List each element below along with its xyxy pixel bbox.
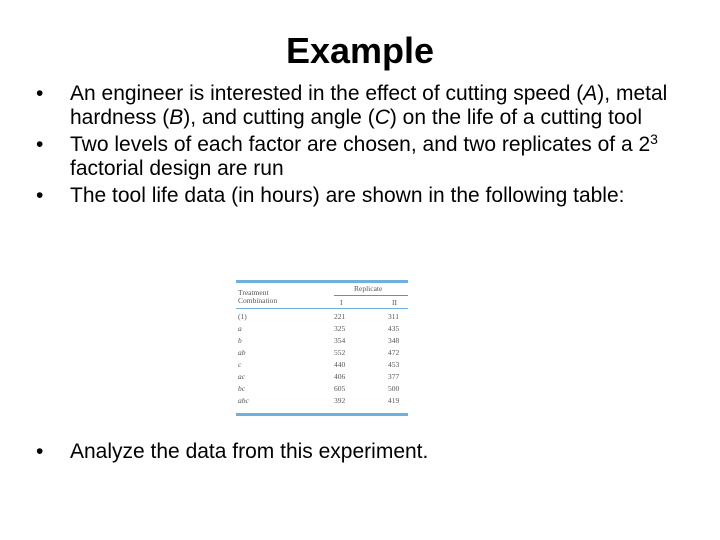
table-header-rule	[236, 308, 408, 309]
tool-life-table	[236, 280, 408, 416]
header-rep-1: I	[340, 298, 343, 307]
table-row	[236, 359, 408, 371]
bullet-item-2	[30, 133, 690, 181]
table-cell-rep2: 311	[388, 312, 399, 321]
table-cell-combo: abc	[238, 396, 249, 405]
bullet-text-part: Two levels of each factor are chosen, and two replicates of a 2	[70, 133, 651, 156]
table-cell-combo: a	[238, 324, 242, 333]
table-cell-rep1: 440	[334, 360, 346, 369]
bullet-text: The tool life data (in hours) are shown in the following table:	[70, 184, 625, 207]
table-cell-rep1: 221	[334, 312, 346, 321]
table-cell-combo: ac	[238, 372, 246, 381]
replicate-rule	[334, 295, 408, 296]
bullet-symbol: •	[36, 82, 44, 105]
table-cell-rep1: 354	[334, 336, 346, 345]
bullet-list	[30, 82, 690, 211]
slide-title: Example	[285, 30, 435, 71]
table-cell-combo: c	[238, 360, 242, 369]
bullet-text: Analyze the data from this experiment.	[70, 440, 429, 463]
table-cell-combo: bc	[238, 384, 246, 393]
table-cell-rep1: 406	[334, 372, 346, 381]
table-top-rule	[236, 280, 408, 283]
bullet-text-part: ) on the life of a cutting tool	[389, 106, 643, 129]
bullet-text-part: ), metal hardness (	[70, 82, 668, 129]
bullet-text-part: An engineer is interested in the effect of cutting speed (	[70, 82, 584, 105]
bullet-item-3	[30, 184, 690, 208]
table-cell-rep2: 435	[388, 324, 400, 333]
bullet-text-part: ), and cutting angle (	[183, 106, 375, 129]
table-row	[236, 311, 408, 323]
bullet-symbol: •	[36, 133, 44, 156]
table-row	[236, 371, 408, 383]
table-cell-combo: b	[238, 336, 242, 345]
bullet-symbol: •	[36, 184, 44, 207]
bullet-item-1	[30, 82, 690, 130]
table-row	[236, 395, 408, 407]
header-treatment-line2: Combination	[238, 296, 278, 305]
bullet-item-4	[30, 440, 690, 464]
table-cell-rep1: 605	[334, 384, 346, 393]
table-cell-combo: ab	[238, 348, 246, 357]
header-treatment-line1: Treatment	[238, 288, 269, 297]
final-bullet-list	[30, 440, 690, 467]
table-cell-rep2: 453	[388, 360, 400, 369]
factor-a: A	[583, 82, 598, 105]
table-row	[236, 347, 408, 359]
superscript-exponent: 3	[650, 131, 658, 147]
table-cell-rep2: 500	[388, 384, 400, 393]
table-row	[236, 335, 408, 347]
table-row	[236, 323, 408, 335]
factor-c: C	[374, 106, 390, 129]
table-cell-rep2: 377	[388, 372, 400, 381]
header-replicate: Replicate	[354, 284, 383, 293]
bullet-symbol: •	[36, 440, 44, 463]
table-cell-rep1: 392	[334, 396, 346, 405]
header-rep-2: II	[392, 298, 397, 307]
table-cell-rep2: 472	[388, 348, 400, 357]
factor-b: B	[169, 106, 184, 129]
table-cell-rep1: 552	[334, 348, 346, 357]
bullet-text-part: factorial design are run	[70, 157, 284, 180]
table-cell-combo: (1)	[238, 312, 247, 321]
table-cell-rep1: 325	[334, 324, 346, 333]
table-cell-rep2: 419	[388, 396, 400, 405]
table-bottom-rule	[236, 413, 408, 416]
table-cell-rep2: 348	[388, 336, 400, 345]
table-row	[236, 383, 408, 395]
